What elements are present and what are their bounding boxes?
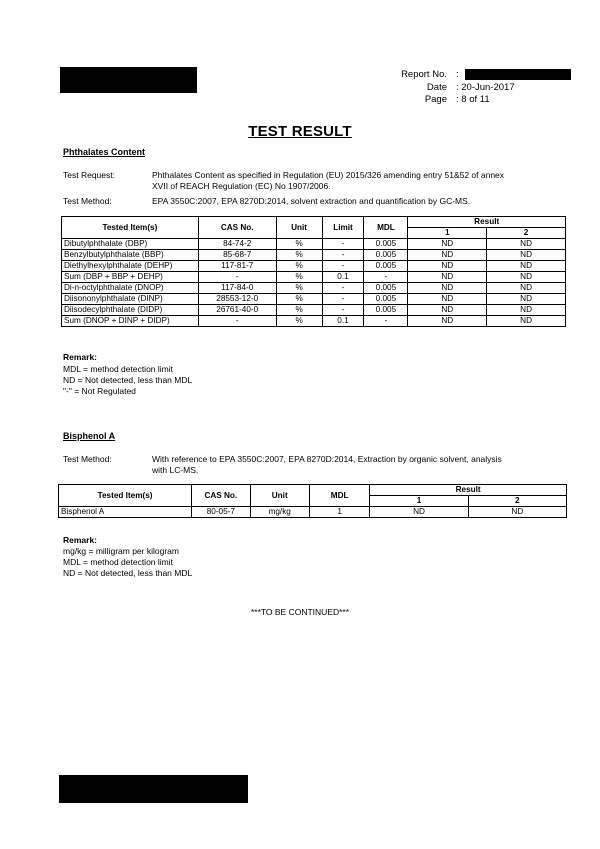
cell-item: Dibutylphthalate (DBP) bbox=[62, 239, 199, 250]
col-header-result-2: 2 bbox=[487, 228, 566, 239]
table-row bbox=[62, 283, 566, 294]
redacted-report-number bbox=[465, 69, 571, 80]
cell-mdl: 0.005 bbox=[364, 261, 408, 272]
cell-limit: - bbox=[322, 250, 364, 261]
cell-r1: ND bbox=[408, 261, 487, 272]
bisphenol-table bbox=[58, 484, 567, 518]
cell-r1: ND bbox=[408, 272, 487, 283]
cell-unit: % bbox=[276, 305, 322, 316]
test-request-label: Test Request: bbox=[63, 170, 115, 180]
bisphenol-remark-line: MDL = method detection limit bbox=[63, 557, 173, 567]
cell-limit: - bbox=[322, 305, 364, 316]
table-row bbox=[62, 272, 566, 283]
cell-r1: ND bbox=[408, 250, 487, 261]
table-row bbox=[62, 250, 566, 261]
col-header-tested-items: Tested Item(s) bbox=[62, 217, 199, 239]
test-request-line2: XVII of REACH Regulation (EC) No 1907/2006. bbox=[152, 181, 331, 191]
table-row bbox=[62, 294, 566, 305]
phthalates-remark-line: ND = Not detected, less than MDL bbox=[63, 375, 193, 385]
cell-cas: - bbox=[198, 272, 276, 283]
cell-mdl: - bbox=[364, 316, 408, 327]
cell-r2: ND bbox=[487, 239, 566, 250]
cell-cas: 80-05-7 bbox=[192, 507, 250, 518]
report-no-label: Report No. bbox=[401, 69, 447, 80]
phthalates-section-title: Phthalates Content bbox=[63, 147, 146, 157]
page-title: TEST RESULT bbox=[248, 123, 352, 140]
table-row bbox=[62, 239, 566, 250]
cell-mdl: 1 bbox=[309, 507, 369, 518]
cell-r1: ND bbox=[408, 283, 487, 294]
cell-r1: ND bbox=[408, 305, 487, 316]
cell-mdl: 0.005 bbox=[364, 250, 408, 261]
cell-r2: ND bbox=[487, 250, 566, 261]
bisphenol-remark-line: ND = Not detected, less than MDL bbox=[63, 568, 193, 578]
cell-cas: 117-81-7 bbox=[198, 261, 276, 272]
cell-cas: 85-68-7 bbox=[198, 250, 276, 261]
redacted-footer bbox=[59, 775, 248, 803]
cell-r1: ND bbox=[408, 239, 487, 250]
cell-mdl: - bbox=[364, 272, 408, 283]
cell-mdl: 0.005 bbox=[364, 305, 408, 316]
cell-cas: 117-84-0 bbox=[198, 283, 276, 294]
col-header-cas: CAS No. bbox=[192, 485, 250, 507]
bisphenol-remark-title: Remark: bbox=[63, 535, 98, 545]
cell-r2: ND bbox=[487, 283, 566, 294]
phthalates-remark-title: Remark: bbox=[63, 352, 98, 362]
cell-limit: 0.1 bbox=[322, 316, 364, 327]
cell-cas: 84-74-2 bbox=[198, 239, 276, 250]
col-header-unit: Unit bbox=[276, 217, 322, 239]
cell-r2: ND bbox=[487, 261, 566, 272]
col-header-result-1: 1 bbox=[408, 228, 487, 239]
col-header-result: Result bbox=[370, 485, 567, 496]
cell-item: Diethylhexylphthalate (DEHP) bbox=[62, 261, 199, 272]
cell-mdl: 0.005 bbox=[364, 294, 408, 305]
cell-cas: 28553-12-0 bbox=[198, 294, 276, 305]
cell-r2: ND bbox=[468, 507, 566, 518]
cell-r2: ND bbox=[487, 294, 566, 305]
bisphenol-remark-line: mg/kg = milligram per kilogram bbox=[63, 546, 179, 556]
continued-note: ***TO BE CONTINUED*** bbox=[250, 607, 350, 617]
cell-unit: mg/kg bbox=[250, 507, 309, 518]
cell-cas: - bbox=[198, 316, 276, 327]
cell-item: Diisononylphthalate (DINP) bbox=[62, 294, 199, 305]
cell-r1: ND bbox=[408, 294, 487, 305]
bisphenol-method-line1: With reference to EPA 3550C:2007, EPA 8270D:2014, Extraction by organic solvent, analysis bbox=[152, 454, 502, 464]
col-header-limit: Limit bbox=[322, 217, 364, 239]
bisphenol-section-title: Bisphenol A bbox=[63, 431, 116, 441]
date-label: Date bbox=[426, 82, 447, 93]
cell-item: Di-n-octylphthalate (DNOP) bbox=[62, 283, 199, 294]
col-header-result: Result bbox=[408, 217, 566, 228]
test-method-value: EPA 3550C:2007, EPA 8270D:2014, solvent extraction and quantification by GC-MS. bbox=[152, 196, 471, 206]
cell-item: Benzylbutylphthalate (BBP) bbox=[62, 250, 199, 261]
col-header-result-2: 2 bbox=[468, 496, 566, 507]
bisphenol-method-label: Test Method: bbox=[63, 454, 112, 464]
cell-cas: 26761-40-0 bbox=[198, 305, 276, 316]
cell-unit: % bbox=[276, 239, 322, 250]
table-row bbox=[59, 507, 567, 518]
cell-mdl: 0.005 bbox=[364, 239, 408, 250]
cell-unit: % bbox=[276, 283, 322, 294]
cell-item: Sum (DBP + BBP + DEHP) bbox=[62, 272, 199, 283]
cell-item: Bisphenol A bbox=[59, 507, 192, 518]
cell-r1: ND bbox=[408, 316, 487, 327]
col-header-mdl: MDL bbox=[309, 485, 369, 507]
cell-limit: 0.1 bbox=[322, 272, 364, 283]
table-row bbox=[62, 305, 566, 316]
cell-r1: ND bbox=[370, 507, 468, 518]
phthalates-table bbox=[61, 216, 566, 327]
report-no-value: : bbox=[456, 69, 459, 80]
date-value: : 20-Jun-2017 bbox=[456, 82, 515, 93]
cell-r2: ND bbox=[487, 305, 566, 316]
table-row bbox=[62, 261, 566, 272]
page-label: Page bbox=[424, 94, 447, 105]
cell-limit: - bbox=[322, 283, 364, 294]
cell-unit: % bbox=[276, 250, 322, 261]
cell-mdl: 0.005 bbox=[364, 283, 408, 294]
phthalates-remark-line: MDL = method detection limit bbox=[63, 364, 173, 374]
cell-item: Sum (DNOP + DINP + DIDP) bbox=[62, 316, 199, 327]
col-header-mdl: MDL bbox=[364, 217, 408, 239]
col-header-unit: Unit bbox=[250, 485, 309, 507]
cell-limit: - bbox=[322, 261, 364, 272]
col-header-tested-items: Tested Item(s) bbox=[59, 485, 192, 507]
phthalates-remark-line: "-" = Not Regulated bbox=[63, 386, 136, 396]
page-value: : 8 of 11 bbox=[456, 94, 490, 105]
table-row bbox=[62, 316, 566, 327]
bisphenol-method-line2: with LC-MS. bbox=[152, 465, 199, 475]
col-header-cas: CAS No. bbox=[198, 217, 276, 239]
test-method-label: Test Method: bbox=[63, 196, 112, 206]
cell-unit: % bbox=[276, 316, 322, 327]
cell-unit: % bbox=[276, 261, 322, 272]
cell-item: Diisodecylphthalate (DIDP) bbox=[62, 305, 199, 316]
cell-r2: ND bbox=[487, 316, 566, 327]
cell-unit: % bbox=[276, 294, 322, 305]
test-request-line1: Phthalates Content as specified in Regulation (EU) 2015/326 amending entry 51&52 of annex bbox=[152, 170, 505, 180]
cell-limit: - bbox=[322, 239, 364, 250]
cell-unit: % bbox=[276, 272, 322, 283]
cell-r2: ND bbox=[487, 272, 566, 283]
redacted-logo bbox=[60, 67, 197, 93]
col-header-result-1: 1 bbox=[370, 496, 468, 507]
cell-limit: - bbox=[322, 294, 364, 305]
